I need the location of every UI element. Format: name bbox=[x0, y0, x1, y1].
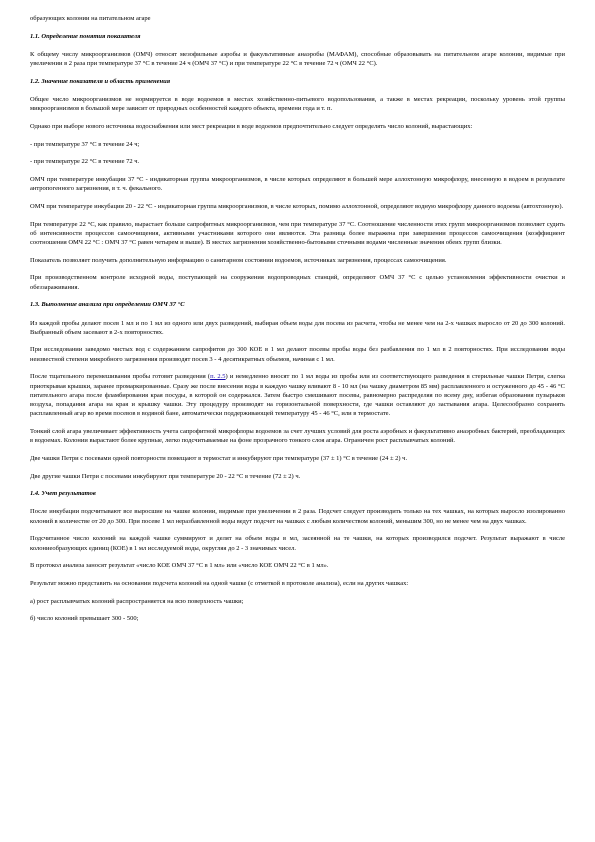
paragraph-text: После тщательного перемешивания пробы готовят разведения ( bbox=[30, 373, 211, 381]
paragraph: - при температуре 22 °С в течение 72 ч. bbox=[30, 158, 140, 166]
paragraph: Тонкий слой агара увеличивает эффективность учета сапрофитной микрофлоры водоемов за счет лучших условий для роста аэробных и факультативно анаэробных бактерий, преобладающих в водоемах. Колонии вырастают более крупные, легко подсчитываемые на фоне прозрачного тонкого слоя агара. Ограничен рост расплывчатых колоний. bbox=[30, 427, 565, 445]
section-heading: 1.3. Выполнение анализа при определении ОМЧ 37 °С bbox=[30, 301, 185, 309]
paragraph: - при температуре 37 °С в течение 24 ч; bbox=[30, 140, 140, 148]
paragraph: б) число колоний превышает 300 - 500; bbox=[30, 615, 139, 623]
paragraph: Общее число микроорганизмов не нормируется в воде водоемов в местах хозяйственно-питьевого водопользования, а также в местах рекреации, поскольку уровень этой группы микроорганизмов в большой мере зависит от природных особенностей каждого объекта, времени года и т. п. bbox=[30, 96, 565, 113]
paragraph: Однако при выборе нового источника водоснабжения или мест рекреации в воде водоемов предпочтительно следует определять число колоний, вырастающих: bbox=[30, 122, 473, 130]
section-heading: 1.2. Значение показателя и область применения bbox=[30, 77, 171, 85]
paragraph: Показатель позволяет получить дополнительную информацию о санитарном состоянии водоемов, источниках загрязнения, процессах самоочищения. bbox=[30, 256, 447, 264]
paragraph: Две другие чашки Петри с посевами инкубируют при температуре 20 - 22 °С в течение (72 ± 2) ч. bbox=[30, 472, 301, 480]
paragraph: После инкубации подсчитывают все выросшие на чашке колонии, видимые при увеличении в 2 раза. Подсчет следует производить только на тех чашках, на которых выросло изолированно колоний в количестве от 20 до 300. При посеве 1 мл неразбавленной воды ведут подсчет на чашках с любым количеством колоний, меньшим 300, но не менее чем на двух чашках. bbox=[30, 508, 565, 525]
section-heading: 1.1. Определение понятия показателя bbox=[30, 32, 141, 40]
paragraph: ОМЧ при температуре инкубации 20 - 22 °С - индикаторная группа микроорганизмов, в числе которых, помимо аллохтонной, определяют водную микрофлору данного водоема (автохтонную). bbox=[30, 202, 564, 210]
paragraph: К общему числу микроорганизмов (ОМЧ) относят мезофильные аэробы и факультативные анаэробы (МАФАМ), способные образовывать на питательном агаре колонии, видимые при увеличении в 2 раза при температуре 37 °С в течение 24 ч (ОМЧ 37 °С) и при температуре 22 °С в течение 72 ч (ОМЧ 22 °С). bbox=[30, 50, 565, 68]
paragraph: Результат можно представить на основании подсчета колоний на одной чашке (с отметкой в протоколе анализа), если на других чашках: bbox=[30, 579, 409, 587]
paragraph: При исследовании заведомо чистых вод с содержанием сапрофитов до 300 КОЕ в 1 мл делают посевы пробы воды без разбавления по 1 мл в 2 повторностях. При исследовании воды неизвестной степени микробного загрязнения производят посев 3 - 4 десятикратных объемов, начиная с 1 мл. bbox=[30, 346, 565, 363]
paragraph: образующих колонии на питательном агаре bbox=[30, 15, 151, 22]
section-link[interactable]: п. 2.5 bbox=[210, 373, 226, 381]
paragraph: При температуре 22 °С, как правило, вырастает больше сапрофитных микроорганизмов, чем при температуре 37 °С. Соотношение численности этих групп микроорганизмов позволяет судить об интенсивности процессов самоочищения, активными участниками которого они являются. Эта разница более выражена при завершении процессов самоочищения (коэффициент соотношения ОМЧ 22 °С : ОМЧ 37 °С равен четырем и выше). В местах загрязнения хозяйственно-бытовыми сточными водами численные значения обеих групп близки. bbox=[30, 220, 565, 247]
paragraph: Из каждой пробы делают посев 1 мл и по 1 мл из одного или двух разведений, выбирая объем воды для посева из расчета, чтобы не менее чем на 2-х чашках выросло от 20 до 300 колоний. Выбранный объем засевают в 2-х повторностях. bbox=[30, 319, 565, 336]
paragraph-text: ) и немедленно вносят по 1 мл воды из пробы или из соответствующего разведения в стерильные чашки Петри, слегка приоткрывая крышки, заранее промаркированные. Сразу же после внесения воды в каждую чашку вливают 8 - 10 мл (на чашку диаметром 85 мм) расплавленного и остуженного до 45 - 46 °С питательного агара после фламбирования края посуды, в которой он содержался. Затем быстро смешивают посевы, равномерно распределяя по всему дну, избегая образования пузырьков воздуха, попадания агара на края и крышку чашки. Эту процедуру производят на горизонтальной поверхности, где чашки оставляют до застывания агара. Целесообразно сохранять расплавленный агар во время посевов в водяной бане, автоматически поддерживающей температуру 45 - 46 °С, или в термостате. bbox=[30, 373, 565, 418]
paragraph: Две чашки Петри с посевами одной повторности помещают в термостат и инкубируют при температуре (37 ± 1) °С в течение (24 ± 2) ч. bbox=[30, 454, 408, 462]
paragraph bbox=[30, 372, 565, 418]
paragraph: ОМЧ при температуре инкубации 37 °С - индикаторная группа микроорганизмов, в числе которых определяют в большей мере аллохтонную микрофлору, внесенную в водоем в результате антропогенного загрязнения, в т. ч. фекального. bbox=[30, 176, 565, 193]
paragraph: а) рост расплывчатых колоний распространяется на всю поверхность чашки; bbox=[30, 597, 244, 605]
paragraph: При производственном контроле исходной воды, поступающей на сооружения водопроводных станций, определяют ОМЧ 37 °С с целью установления эффективности очистки и обеззараживания. bbox=[30, 274, 565, 291]
paragraph: В протокол анализа заносят результат «число КОЕ ОМЧ 37 °С в 1 мл» или «число КОЕ ОМЧ 22 °С в 1 мл». bbox=[30, 562, 329, 570]
section-heading: 1.4. Учет результатов bbox=[30, 490, 96, 498]
paragraph: Подсчитанное число колоний на каждой чашке суммируют и делят на объем воды в мл, засеянной на те чашки, на которых производился подсчет. Результат выражают в числе колониеобразующих единиц (КОЕ) в 1 мл исследуемой воды, округляя до 2 - 3 значимых чисел. bbox=[30, 535, 565, 552]
